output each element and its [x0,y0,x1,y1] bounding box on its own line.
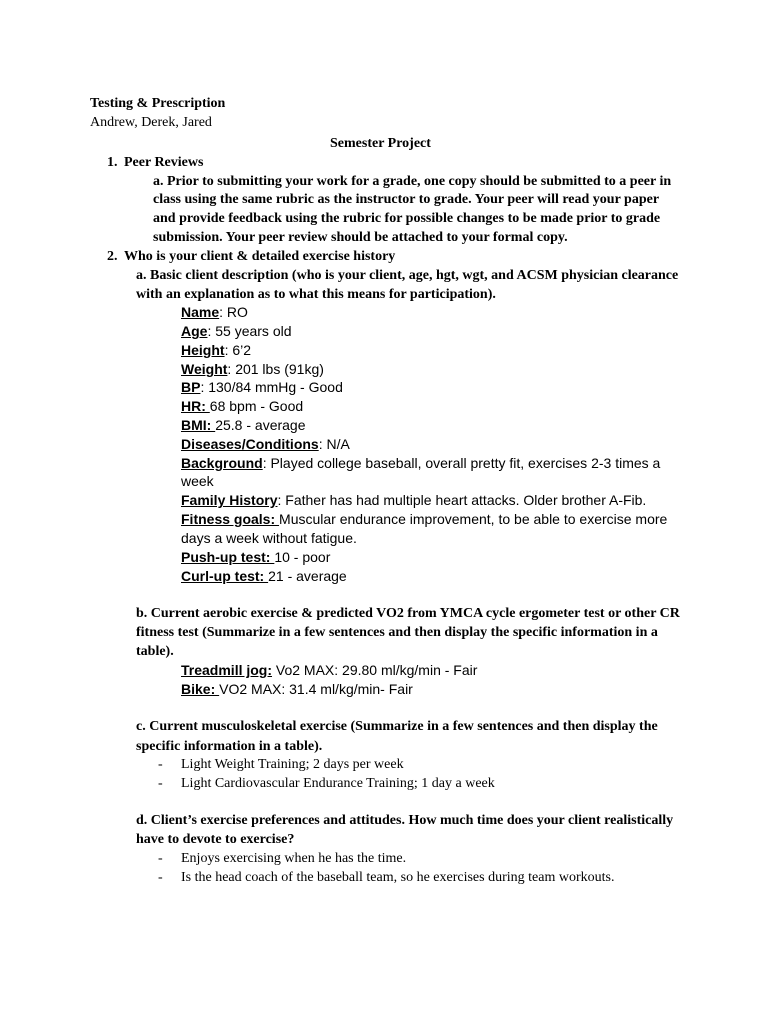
field-label: Weight [181,361,228,377]
field-label: BP [181,379,201,395]
field-value: N/A [326,436,350,452]
client-item-c-line: specific information in a table). [136,739,323,754]
list-item-text: Light Cardiovascular Endurance Training; 1 day a week [181,776,495,791]
bullet-dash: - [158,870,163,885]
field-label: Name [181,304,220,320]
field-separator: : [224,342,233,358]
field-label: Push-up test: [181,549,275,565]
field-label: Curl-up test: [181,568,269,584]
preferences-list-item [158,849,406,868]
client-item-c-line: c. Current musculoskeletal exercise (Summarize in a few sentences and then display the [136,719,658,734]
field-value: 55 years old [215,323,292,339]
field-label: Height [181,342,225,358]
client-field-weight [181,360,324,379]
client-item-d-line: have to devote to exercise? [136,832,295,847]
list-item-text: Light Weight Training; 2 days per week [181,757,404,772]
field-separator: : [318,436,327,452]
peer-reviews-item-a-line: and provide feedback using the rubric for possible changes to be made prior to grade [153,211,661,226]
field-separator: : [207,323,216,339]
section-peer-reviews-heading [107,153,203,172]
section-heading: Who is your client & detailed exercise history [124,249,396,264]
authors: Andrew, Derek, Jared [90,115,212,130]
list-item-text: Enjoys exercising when he has the time. [181,851,407,866]
section-client-heading [107,247,395,266]
client-item-b-line: b. Current aerobic exercise & predicted VO2 from YMCA cycle ergometer test or other CR [136,606,680,621]
field-value: 10 - poor [274,549,331,565]
field-label: Age [181,323,208,339]
aerobic-value: Vo2 MAX: 29.80 ml/kg/min - Fair [272,662,478,678]
field-value: Played college baseball, overall pretty fit, exercises 2-3 times a [270,455,661,471]
client-field-age [181,322,292,341]
field-label: Diseases/Conditions [181,436,319,452]
client-field-background-continued: week [181,473,214,489]
field-value: Muscular endurance improvement, to be able to exercise more [279,511,668,527]
field-separator: : [219,304,227,320]
client-field-curl-up-test [181,567,347,586]
peer-reviews-item-a-line: submission. Your peer review should be attached to your formal copy. [153,230,568,245]
field-value: Father has had multiple heart attacks. Older brother A-Fib. [285,492,647,508]
section-heading: Peer Reviews [124,155,204,170]
client-field-bp [181,378,343,397]
field-label: HR: [181,398,210,414]
aerobic-label: Treadmill jog: [181,662,273,678]
preferences-list-item [158,868,614,887]
page-title: Semester Project [330,136,431,151]
field-value: 25.8 - average [215,417,306,433]
field-value: 21 - average [268,568,347,584]
bullet-dash: - [158,757,163,772]
client-item-d-line: d. Client’s exercise preferences and attitudes. How much time does your client realistically [136,813,674,828]
bullet-dash: - [158,776,163,791]
peer-reviews-item-a-line: a. Prior to submitting your work for a grade, one copy should be submitted to a peer in [153,174,672,189]
aerobic-bike [181,680,413,699]
client-field-diseases [181,435,350,454]
field-value: 68 bpm - Good [209,398,304,414]
client-field-hr [181,397,303,416]
field-value: 130/84 mmHg - Good [208,379,343,395]
field-separator: : [262,455,271,471]
client-field-name [181,303,248,322]
bullet-dash: - [158,851,163,866]
client-item-b-line: table). [136,644,174,659]
section-number: 1. [107,155,118,170]
client-item-a-line: with an explanation as to what this means for participation). [136,287,496,302]
field-label: Family History [181,492,278,508]
musculoskeletal-list-item [158,755,404,774]
field-label: BMI: [181,417,216,433]
field-label: Fitness goals: [181,511,280,527]
client-field-height [181,341,251,360]
field-value: 201 lbs (91kg) [235,361,324,377]
field-value: RO [226,304,248,320]
aerobic-value: VO2 MAX: 31.4 ml/kg/min- Fair [219,681,413,697]
client-item-a-line: a. Basic client description (who is your client, age, hgt, wgt, and ACSM physician clearance [136,268,679,283]
field-label: Background [181,455,263,471]
client-item-b-line: fitness test (Summarize in a few sentences and then display the specific information in a [136,625,658,640]
client-field-family-history [181,491,646,510]
aerobic-treadmill-jog [181,661,477,680]
client-field-background [181,454,660,473]
client-field-fitness-goals [181,510,667,529]
client-field-bmi [181,416,306,435]
field-separator: : [227,361,236,377]
musculoskeletal-list-item [158,774,495,793]
peer-reviews-item-a-line: class using the same rubric as the instructor to grade. Your peer will read your paper [153,192,660,207]
list-item-text: Is the head coach of the baseball team, so he exercises during team workouts. [181,870,615,885]
field-separator: : [277,492,286,508]
aerobic-label: Bike: [181,681,220,697]
field-value: 6’2 [232,342,252,358]
section-number: 2. [107,249,118,264]
course-title: Testing & Prescription [90,96,226,111]
field-separator: : [200,379,209,395]
client-field-push-up-test [181,548,330,567]
client-field-fitness-goals-continued: days a week without fatigue. [181,530,357,546]
